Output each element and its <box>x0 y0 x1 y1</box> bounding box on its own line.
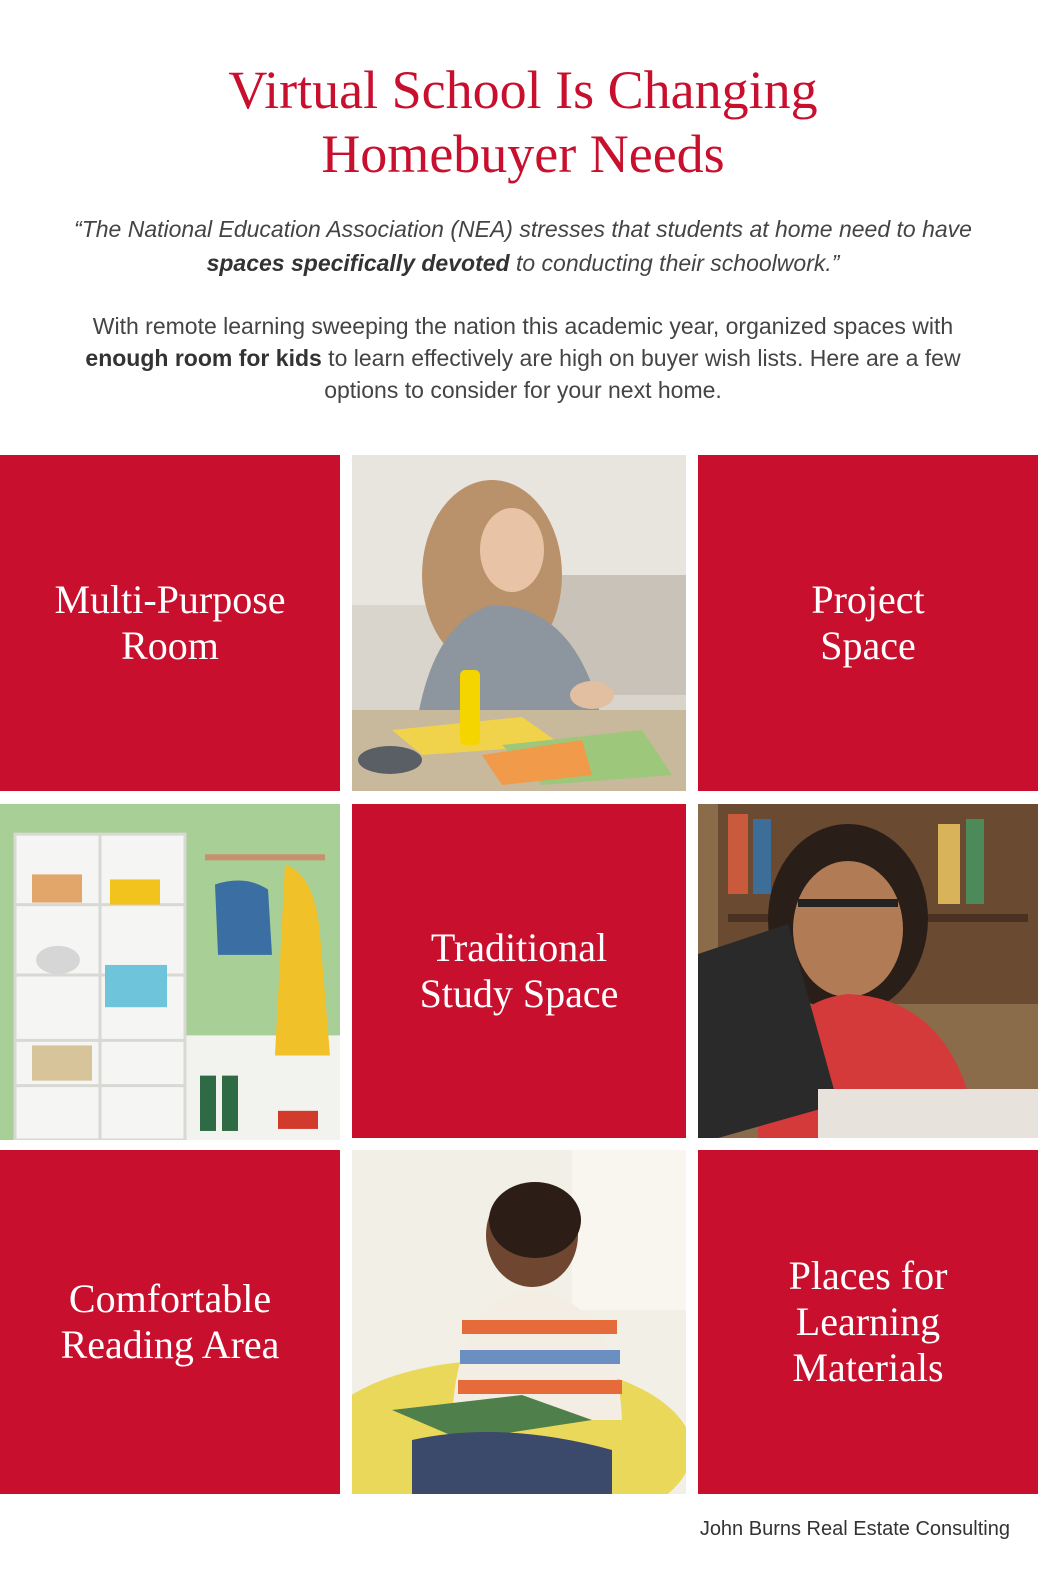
tile-label-learning-materials: Places for Learning Materials <box>788 1253 948 1390</box>
intro-text-1: With remote learning sweeping the nation this academic year, organized spaces with <box>92 313 954 339</box>
tile-label-multi-purpose: Multi-Purpose Room <box>54 577 286 668</box>
photo-boy-reading <box>352 1150 686 1494</box>
tile-multi-purpose-room <box>0 455 340 791</box>
quote-bold: spaces specifically devoted <box>206 250 510 276</box>
tile-comfortable-reading-area <box>0 1150 340 1494</box>
photo-girl-laptop <box>698 804 1038 1138</box>
tile-label-reading-area: Comfortable Reading Area <box>60 1276 280 1367</box>
photo-mudroom-cubbies <box>0 804 340 1140</box>
tile-places-for-learning-materials <box>698 1150 1038 1494</box>
intro-bold: enough room for kids <box>85 345 322 371</box>
quote-text-2: to conducting their schoolwork.” <box>509 250 840 276</box>
tile-project-space <box>698 455 1038 791</box>
tile-traditional-study-space <box>352 804 686 1138</box>
credit-text: John Burns Real Estate Consulting <box>699 1518 1010 1540</box>
tile-label-project-space: Project Space <box>811 577 925 668</box>
title-line-2: Homebuyer Needs <box>321 124 725 184</box>
page-title <box>0 58 1046 186</box>
title-line-1: Virtual School Is Changing <box>228 60 818 120</box>
intro-text-2: to learn effectively are high on buyer wish lists. Here are a few options to consider for your next home. <box>321 345 961 403</box>
tile-label-study-space: Traditional Study Space <box>419 925 619 1016</box>
intro-paragraph <box>60 310 986 406</box>
quote-text-1: “The National Education Association (NEA) stresses that students at home need to have <box>74 216 972 242</box>
nea-quote <box>60 212 986 280</box>
photo-girl-crafting <box>352 455 686 791</box>
